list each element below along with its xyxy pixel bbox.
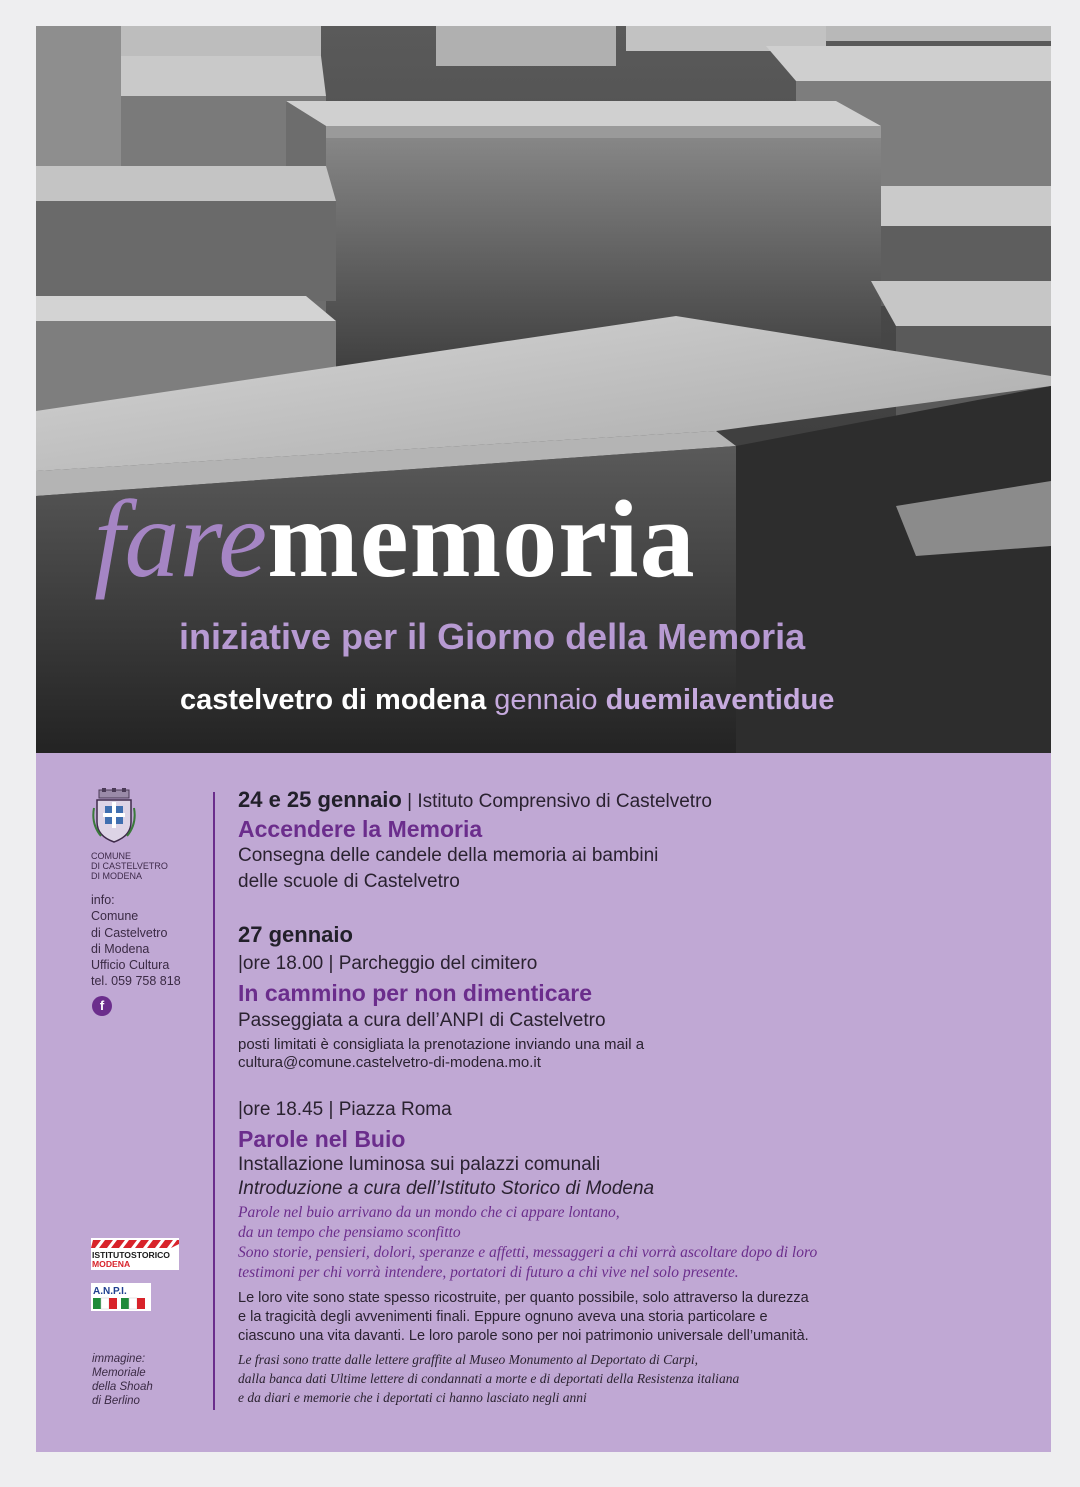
info-line: info:: [91, 893, 115, 907]
comune-line: COMUNE: [91, 851, 131, 861]
anpi-label: A.N.P.I.: [93, 1286, 127, 1297]
month: gennaio: [494, 684, 598, 716]
event-3-desc: Installazione luminosa sui palazzi comunali: [238, 1154, 601, 1175]
event-3-source-line: dalla banca dati Ultime lettere di condannati a morte e di deportati della Resistenza italiana: [238, 1371, 740, 1386]
event-2-time: |ore 18.00 | Parcheggio del cimitero: [238, 953, 538, 974]
place-name: castelvetro di modena: [180, 684, 487, 716]
place-date-line: [180, 684, 834, 717]
comune-name: [91, 851, 168, 881]
event-3-quote-line: Parole nel buio arrivano da un mondo che ci appare lontano,: [238, 1204, 620, 1221]
poster-title: [94, 478, 696, 600]
comune-line: DI MODENA: [91, 871, 143, 881]
event-2-date: 27 gennaio: [238, 922, 353, 947]
event-3-quote-line: da un tempo che pensiamo sconfitto: [238, 1224, 461, 1241]
info-phone: tel. 059 758 818: [91, 974, 181, 989]
info-block: [91, 892, 181, 990]
credit-line: Memoriale: [92, 1367, 146, 1379]
event-3-intro: Introduzione a cura dell’Istituto Storico di Modena: [238, 1178, 655, 1199]
event-3-title: Parole nel Buio: [238, 1126, 406, 1152]
event-1-desc: Consegna delle candele della memoria ai bambini: [238, 845, 659, 866]
poster: [36, 26, 1051, 1452]
event-2-email[interactable]: cultura@comune.castelvetro-di-modena.mo.it: [238, 1054, 541, 1071]
event-3-body-line: ciascuno una vita davanti. Le loro parole sono per noi patrimonio universale dell’umanità.: [238, 1328, 809, 1344]
event-2-note: posti limitati è consigliata la prenotazione inviando una mail a: [238, 1036, 645, 1053]
info-line: Ufficio Cultura: [91, 958, 170, 973]
event-3-body-line: e la tragicità degli avvenimenti finali. Eppure ognuno aveva una storia particolare e: [238, 1309, 768, 1325]
comune-crest-icon: [91, 788, 137, 844]
year: duemilaventidue: [605, 684, 835, 716]
poster-subtitle: iniziative per il Giorno della Memoria: [179, 616, 806, 657]
title-memoria: memoria: [267, 478, 696, 600]
event-3-quote-line: Sono storie, pensieri, dolori, speranze e affetti, messaggeri a chi vorrà ascoltare dopo di loro: [238, 1244, 818, 1261]
vertical-divider: [213, 792, 215, 1410]
facebook-icon[interactable]: f: [92, 996, 112, 1016]
image-credit: [92, 1352, 153, 1408]
event-3-source-line: Le frasi sono tratte dalle lettere graffite al Museo Monumento al Deportato di Carpi,: [238, 1352, 698, 1367]
info-line: di Modena: [91, 941, 150, 956]
info-line: Comune: [91, 909, 139, 924]
credit-line: di Berlino: [92, 1395, 140, 1407]
credit-line: della Shoah: [92, 1381, 153, 1393]
istituto-line1: ISTITUTOSTORICO: [92, 1250, 170, 1260]
anpi-logo-icon: [91, 1283, 151, 1311]
event-1-desc: delle scuole di Castelvetro: [238, 871, 460, 892]
event-1-title: Accendere la Memoria: [238, 816, 483, 842]
credit-line: immagine:: [92, 1353, 146, 1365]
event-1-venue: | Istituto Comprensivo di Castelvetro: [401, 791, 712, 812]
istituto-storico-logo-icon: [91, 1238, 179, 1270]
event-3-quote-line: testimoni per chi vorrà intendere, portatori di futuro a chi vive nel solo presente.: [238, 1264, 739, 1281]
event-1-date: 24 e 25 gennaio: [238, 787, 402, 812]
comune-line: DI CASTELVETRO: [91, 861, 168, 871]
title-fare: fare: [94, 478, 268, 600]
event-3-source-line: e da diari e memorie che i deportati ci hanno lasciato negli anni: [238, 1390, 587, 1405]
event-2-desc: Passeggiata a cura dell’ANPI di Castelvetro: [238, 1010, 606, 1031]
event-2-title: In cammino per non dimenticare: [238, 980, 593, 1006]
hero-image: [36, 26, 1051, 753]
event-3-time: |ore 18.45 | Piazza Roma: [238, 1099, 452, 1120]
event-1-date-line: [238, 787, 712, 813]
info-line: di Castelvetro: [91, 925, 168, 940]
event-3-body-line: Le loro vite sono state spesso ricostruite, per quanto possibile, solo attraverso la durezza: [238, 1290, 809, 1306]
istituto-line2: MODENA: [92, 1259, 131, 1269]
